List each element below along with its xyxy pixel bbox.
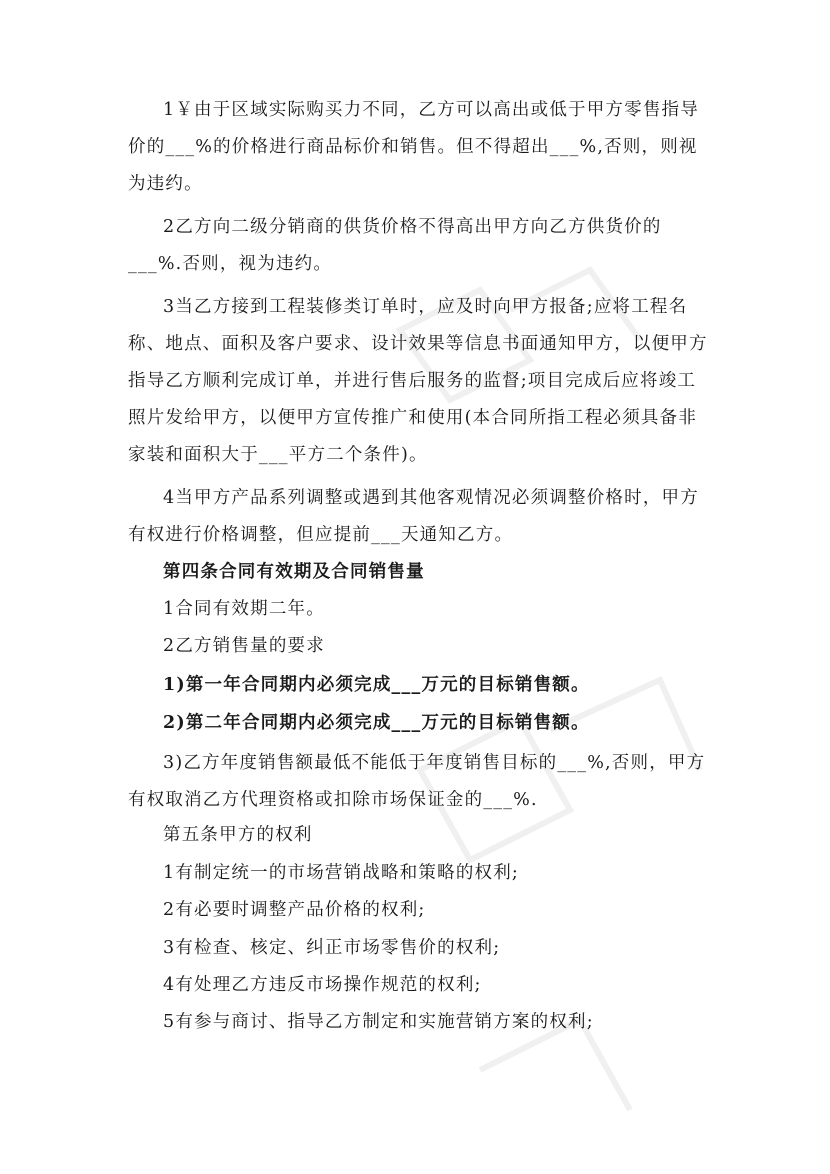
- clause-3-4: 4当甲方产品系列调整或遇到其他客观情况必须调整价格时，甲方有权进行价格调整，但应提前___天通知乙方。: [128, 488, 699, 545]
- article-4-heading: 第四条合同有效期及合同销售量: [163, 562, 425, 582]
- clause-3-1: 1￥由于区域实际购买力不同，乙方可以高出或低于甲方零售指导价的___%的价格进行商品标价和销售。但不得超出___%,否则，则视为违约。: [128, 100, 699, 194]
- article-5-item-4: 4有处理乙方违反市场操作规范的权利;: [163, 975, 482, 995]
- article-4-sub-3: 3)乙方年度销售额最低不能低于年度销售目标的___%,否则，甲方有权取消乙方代理资格或扣除市场保证金的___%.: [128, 753, 706, 810]
- clause-3-2: 2乙方向二级分销商的供货价格不得高出甲方向乙方供货价的___%.否则，视为违约。: [128, 217, 662, 274]
- article-4-sub-1: 1)第一年合同期内必须完成___万元的目标销售额。: [163, 675, 590, 695]
- article-4-item-1: 1合同有效期二年。: [163, 599, 325, 619]
- article-4-sub-2: 2)第二年合同期内必须完成___万元的目标销售额。: [163, 713, 590, 733]
- article-5-item-5: 5有参与商讨、指导乙方制定和实施营销方案的权利;: [163, 1012, 594, 1032]
- article-5-heading: 第五条甲方的权利: [163, 825, 313, 845]
- clause-3-3: 3当乙方接到工程装修类订单时，应及时向甲方报备;应将工程名称、地点、面积及客户要求、设计效果等信息书面通知甲方，以便甲方指导乙方顺利完成订单，并进行售后服务的监督;项目完成后应将竣工照片发给甲方，以便甲方宣传推广和使用(本合同所指工程必须具备非家装和面积大于___平方二个条件)。: [128, 297, 708, 465]
- article-4-item-2: 2乙方销售量的要求: [163, 636, 325, 656]
- article-5-item-1: 1有制定统一的市场营销战略和策略的权利;: [163, 863, 520, 883]
- article-5-item-2: 2有必要时调整产品价格的权利;: [163, 900, 426, 920]
- article-5-item-3: 3有检查、核定、纠正市场零售价的权利;: [163, 938, 501, 958]
